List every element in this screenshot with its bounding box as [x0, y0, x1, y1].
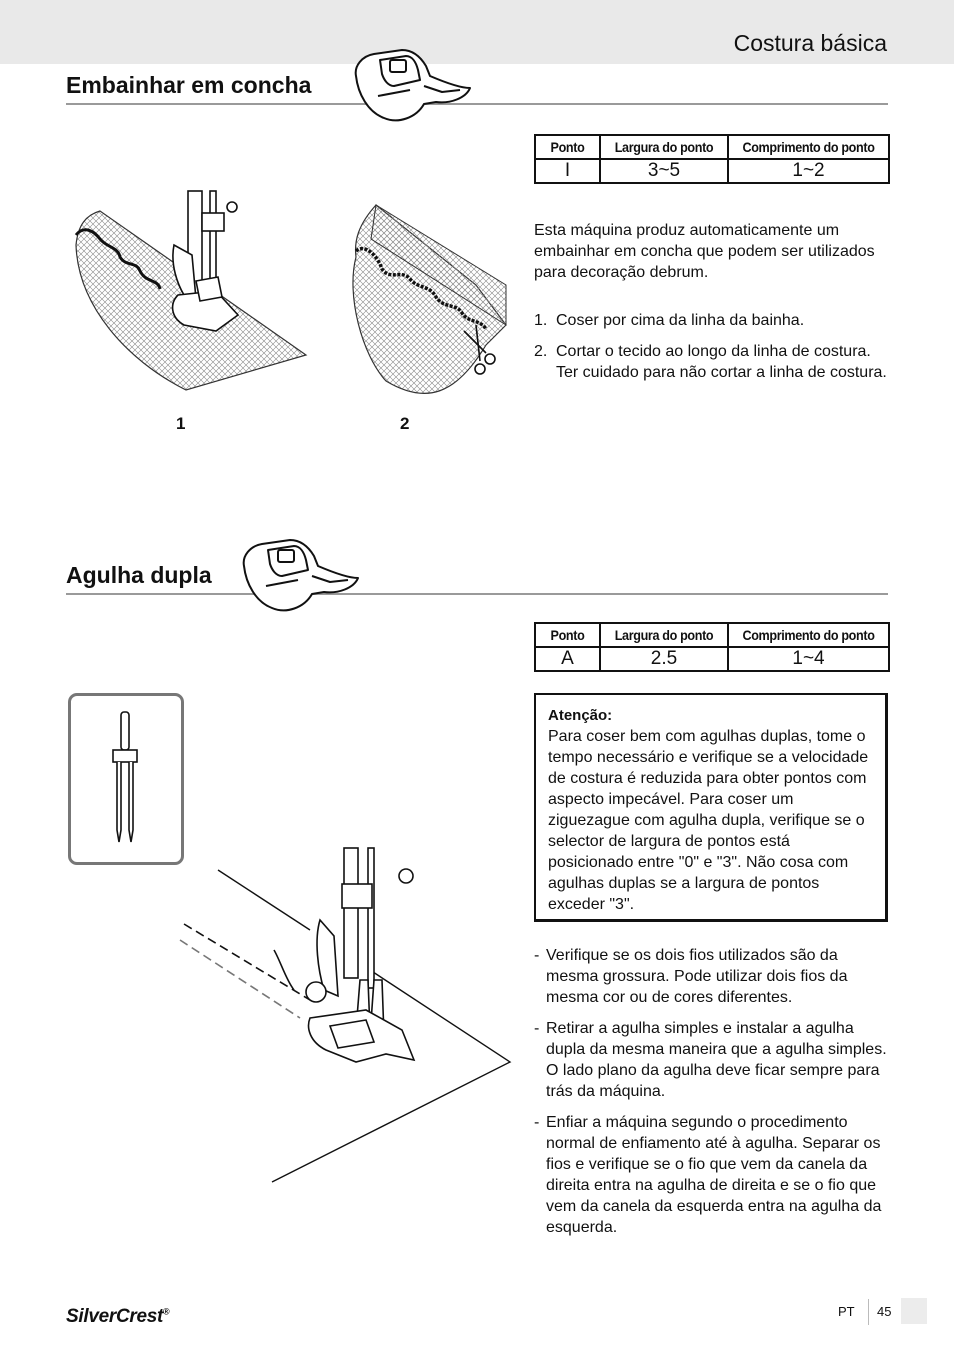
footer-divider: [868, 1299, 869, 1325]
col-header-length: Comprimento do ponto: [736, 135, 881, 159]
attention-box: [534, 693, 888, 922]
stitch-table-shell-hem: [534, 134, 890, 184]
col-header-stitch: Ponto: [538, 135, 597, 159]
bullet-list: [534, 945, 889, 1238]
list-item: 1. Coser por cima da linha da bainha.: [534, 312, 805, 329]
list-item: - Verifique se os dois fios utilizados são da mesma grossura. Pode utilizar dois fios da mesma cor ou de cores diferentes.: [534, 947, 848, 1006]
twin-needle-icon: [105, 710, 145, 850]
list-item: - Retirar a agulha simples e instalar a agulha dupla da mesma maneira que a agulha simples. O lado plano da agulha deve ficar sempre para trás da máquina.: [534, 1020, 887, 1100]
attention-heading: Atenção:: [548, 707, 613, 724]
presser-foot-icon: [238, 536, 363, 616]
list-item: - Enfiar a máquina segundo o procedimento normal de enfiamento até à agulha. Separar os fios e verifique se o fio que vem da canela da direita entra na agulha de direita e se o fio que vem da canela da esquerda entra na agulha da esquerda.: [534, 1114, 882, 1236]
page-number: 45: [877, 1304, 892, 1319]
stitch-line-left: [184, 924, 310, 1000]
brand-logo: SilverCrest®: [66, 1306, 170, 1327]
cell-stitch: I: [535, 159, 600, 183]
cell-width: 3~5: [600, 159, 728, 183]
figure-label-1: 1: [176, 414, 186, 433]
stitch-table-twin-needle: [534, 622, 890, 672]
footer-language: PT: [838, 1304, 855, 1319]
shell-hem-text: [534, 220, 889, 393]
col-header-length: Comprimento do ponto: [736, 623, 881, 647]
presser-foot-figure-1: [173, 191, 238, 331]
section-title-twin-needle: Agulha dupla: [66, 562, 212, 588]
cell-length: 1~4: [728, 647, 889, 671]
cell-stitch: A: [535, 647, 600, 671]
footer-corner-box: [901, 1298, 927, 1324]
col-header-stitch: Ponto: [538, 623, 597, 647]
steps-list: [534, 310, 889, 383]
intro-paragraph: Esta máquina produz automaticamente um embainhar em concha que podem ser utilizados para decoração debrum.: [534, 222, 875, 281]
fabric-edge: [272, 970, 510, 1182]
col-header-width: Largura do ponto: [606, 135, 721, 159]
page-header-title: Costura básica: [733, 30, 887, 56]
list-item: 2. Cortar o tecido ao longo da linha de costura. Ter cuidado para não cortar a linha de costura.: [534, 343, 887, 381]
section-rule: [66, 593, 888, 595]
twin-needle-text: [534, 945, 889, 1248]
section-title-shell-hem: Embainhar em concha: [66, 72, 312, 98]
presser-foot-figure-twin: [274, 848, 414, 1062]
attention-body: Para coser bem com agulhas duplas, tome o tempo necessário e verifique se a velocidade de costura é reduzida para obter pontos com aspecto impecável. Para coser um ziguezague com agulha dupla, verifique se o selector de largura de pontos está posicionado entre "0" e "3". Não cosa com agulhas duplas se a largura de pontos exceder "3".: [548, 728, 869, 913]
twin-needle-box: [68, 693, 184, 865]
section-rule: [66, 103, 888, 105]
figure-label-2: 2: [400, 414, 410, 433]
twin-needle-sewing-illustration: [170, 840, 520, 1190]
cell-length: 1~2: [728, 159, 889, 183]
presser-foot-icon: [350, 46, 475, 126]
col-header-width: Largura do ponto: [606, 623, 721, 647]
cell-width: 2.5: [600, 647, 728, 671]
fabric-edge: [218, 870, 310, 930]
stitch-line-right: [180, 940, 300, 1018]
shell-hem-illustration: [66, 185, 506, 415]
